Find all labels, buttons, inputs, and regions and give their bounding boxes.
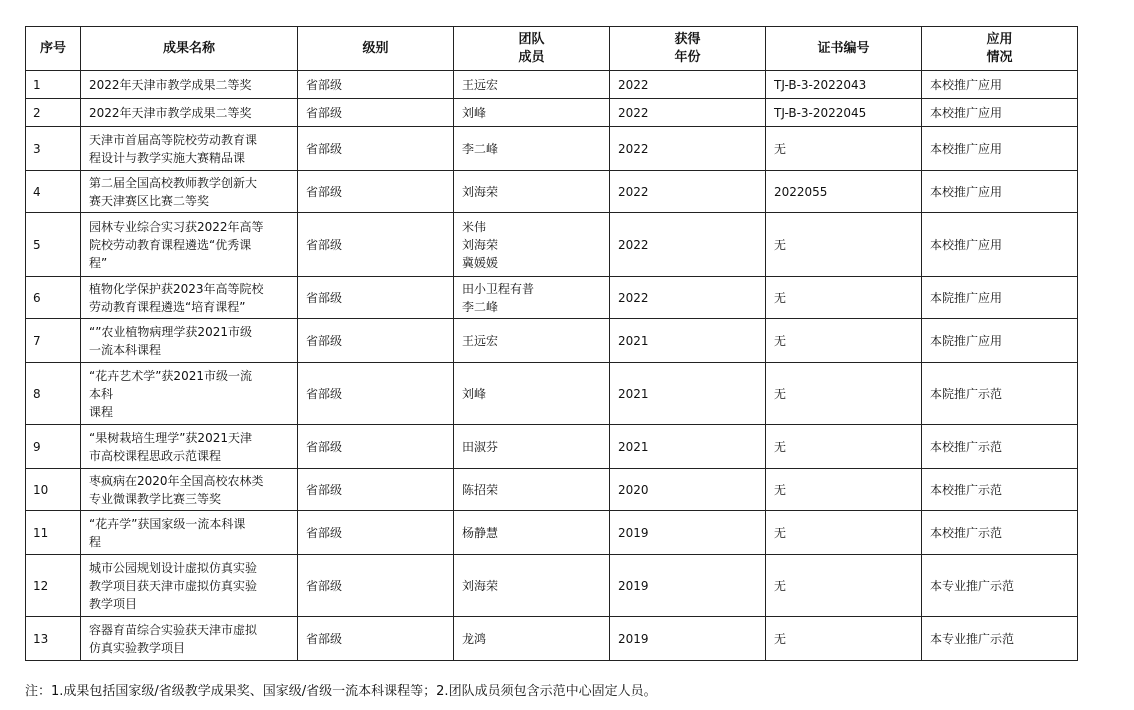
- cell-level: 省部级: [298, 425, 454, 469]
- table-row: [26, 99, 1078, 127]
- cell-year: 2020: [610, 469, 766, 511]
- cell-no: 1: [26, 71, 81, 99]
- cell-members: 田淑芬: [454, 425, 610, 469]
- cell-level: 省部级: [298, 71, 454, 99]
- table-row: [26, 617, 1078, 661]
- cell-level: 省部级: [298, 99, 454, 127]
- cell-app: 本院推广应用: [922, 319, 1078, 363]
- cell-year: 2022: [610, 71, 766, 99]
- cell-app: 本校推广示范: [922, 425, 1078, 469]
- cell-name: 2022年天津市教学成果二等奖: [81, 71, 298, 99]
- cell-members: 刘海荣: [454, 171, 610, 213]
- cell-no: 5: [26, 213, 81, 277]
- header-cert: 证书编号: [766, 27, 922, 71]
- cell-app: 本校推广应用: [922, 127, 1078, 171]
- table-row: [26, 511, 1078, 555]
- cell-name: 天津市首届高等院校劳动教育课 程设计与教学实施大赛精品课: [81, 127, 298, 171]
- footnote: 注：1.成果包括国家级/省级教学成果奖、国家级/省级一流本科课程等；2.团队成员须包含示范中心固定人员。: [25, 684, 657, 699]
- cell-cert: 无: [766, 511, 922, 555]
- header-year: 获得 年份: [610, 27, 766, 71]
- cell-no: 7: [26, 319, 81, 363]
- cell-year: 2019: [610, 617, 766, 661]
- cell-members: 龙鸿: [454, 617, 610, 661]
- cell-app: 本院推广示范: [922, 363, 1078, 425]
- cell-year: 2019: [610, 511, 766, 555]
- header-members: 团队 成员: [454, 27, 610, 71]
- cell-no: 10: [26, 469, 81, 511]
- cell-name: “花卉艺术学”获2021市级一流 本科 课程: [81, 363, 298, 425]
- cell-app: 本校推广应用: [922, 99, 1078, 127]
- header-name: 成果名称: [81, 27, 298, 71]
- results-table: [25, 26, 1078, 661]
- cell-no: 11: [26, 511, 81, 555]
- cell-app: 本专业推广示范: [922, 555, 1078, 617]
- cell-cert: 无: [766, 617, 922, 661]
- cell-level: 省部级: [298, 127, 454, 171]
- cell-cert: TJ-B-3-2022045: [766, 99, 922, 127]
- cell-no: 3: [26, 127, 81, 171]
- cell-members: 刘海荣: [454, 555, 610, 617]
- cell-year: 2022: [610, 213, 766, 277]
- cell-year: 2021: [610, 319, 766, 363]
- cell-members: 刘峰: [454, 363, 610, 425]
- table-row: [26, 555, 1078, 617]
- cell-no: 9: [26, 425, 81, 469]
- cell-app: 本院推广应用: [922, 277, 1078, 319]
- cell-year: 2019: [610, 555, 766, 617]
- cell-members: 杨静慧: [454, 511, 610, 555]
- cell-app: 本校推广应用: [922, 71, 1078, 99]
- table-row: [26, 363, 1078, 425]
- cell-cert: 无: [766, 319, 922, 363]
- cell-cert: 无: [766, 277, 922, 319]
- cell-year: 2022: [610, 171, 766, 213]
- cell-members: 陈招荣: [454, 469, 610, 511]
- cell-level: 省部级: [298, 469, 454, 511]
- cell-level: 省部级: [298, 363, 454, 425]
- cell-year: 2022: [610, 99, 766, 127]
- cell-members: 田小卫程有普 李二峰: [454, 277, 610, 319]
- cell-cert: 2022055: [766, 171, 922, 213]
- table-row: [26, 425, 1078, 469]
- cell-name: 园林专业综合实习获2022年高等 院校劳动教育课程遴选“优秀课 程”: [81, 213, 298, 277]
- cell-no: 13: [26, 617, 81, 661]
- cell-name: 枣疯病在2020年全国高校农林类 专业微课教学比赛三等奖: [81, 469, 298, 511]
- header-no: 序号: [26, 27, 81, 71]
- cell-name: “花卉学”获国家级一流本科课 程: [81, 511, 298, 555]
- cell-name: 第二届全国高校教师教学创新大 赛天津赛区比赛二等奖: [81, 171, 298, 213]
- header-app: 应用 情况: [922, 27, 1078, 71]
- cell-no: 4: [26, 171, 81, 213]
- cell-cert: 无: [766, 213, 922, 277]
- cell-no: 8: [26, 363, 81, 425]
- cell-members: 李二峰: [454, 127, 610, 171]
- cell-cert: 无: [766, 127, 922, 171]
- cell-no: 6: [26, 277, 81, 319]
- cell-app: 本校推广示范: [922, 469, 1078, 511]
- header-row: [26, 27, 1078, 71]
- cell-name: 植物化学保护获2023年高等院校 劳动教育课程遴选“培育课程”: [81, 277, 298, 319]
- cell-level: 省部级: [298, 213, 454, 277]
- cell-level: 省部级: [298, 277, 454, 319]
- cell-no: 2: [26, 99, 81, 127]
- cell-level: 省部级: [298, 555, 454, 617]
- cell-app: 本校推广应用: [922, 213, 1078, 277]
- table-row: [26, 213, 1078, 277]
- table-row: [26, 127, 1078, 171]
- cell-cert: 无: [766, 363, 922, 425]
- cell-name: 容器育苗综合实验获天津市虚拟 仿真实验教学项目: [81, 617, 298, 661]
- cell-name: “”农业植物病理学获2021市级 一流本科课程: [81, 319, 298, 363]
- cell-year: 2022: [610, 127, 766, 171]
- cell-cert: TJ-B-3-2022043: [766, 71, 922, 99]
- cell-year: 2021: [610, 425, 766, 469]
- cell-name: 2022年天津市教学成果二等奖: [81, 99, 298, 127]
- header-level: 级别: [298, 27, 454, 71]
- cell-members: 王远宏: [454, 319, 610, 363]
- cell-cert: 无: [766, 555, 922, 617]
- cell-members: 刘峰: [454, 99, 610, 127]
- cell-app: 本专业推广示范: [922, 617, 1078, 661]
- cell-name: “果树栽培生理学”获2021天津 市高校课程思政示范课程: [81, 425, 298, 469]
- table-row: [26, 71, 1078, 99]
- cell-level: 省部级: [298, 171, 454, 213]
- table-row: [26, 171, 1078, 213]
- cell-year: 2021: [610, 363, 766, 425]
- cell-level: 省部级: [298, 319, 454, 363]
- cell-cert: 无: [766, 469, 922, 511]
- cell-cert: 无: [766, 425, 922, 469]
- cell-no: 12: [26, 555, 81, 617]
- cell-app: 本校推广示范: [922, 511, 1078, 555]
- table-row: [26, 277, 1078, 319]
- cell-members: 王远宏: [454, 71, 610, 99]
- cell-members: 米伟 刘海荣 冀媛媛: [454, 213, 610, 277]
- cell-year: 2022: [610, 277, 766, 319]
- table-row: [26, 469, 1078, 511]
- cell-level: 省部级: [298, 511, 454, 555]
- cell-name: 城市公园规划设计虚拟仿真实验 教学项目获天津市虚拟仿真实验 教学项目: [81, 555, 298, 617]
- cell-level: 省部级: [298, 617, 454, 661]
- table-row: [26, 319, 1078, 363]
- cell-app: 本校推广应用: [922, 171, 1078, 213]
